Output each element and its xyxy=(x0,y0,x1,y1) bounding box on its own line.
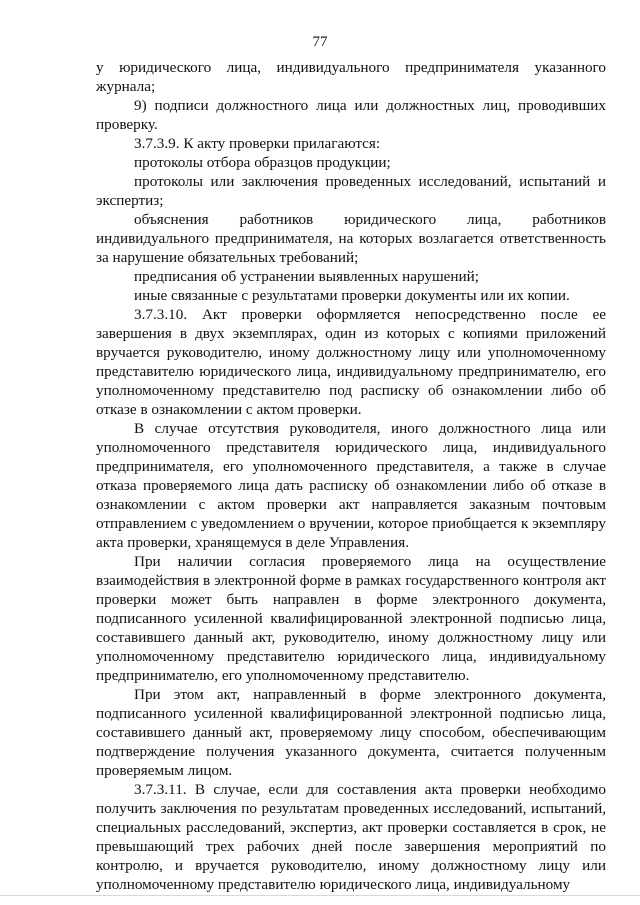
paragraph-employee-explanations: объяснения работников юридического лица, работников индивидуального предпринимателя, на которых возлагается ответственность за нарушение обязательных требований; xyxy=(96,211,606,266)
page-number: 77 xyxy=(312,34,328,50)
paragraph-research-protocols: протоколы или заключения проведенных исследований, испытаний и экспертиз; xyxy=(96,173,606,209)
paragraph-electronic-consent: При наличии согласия проверяемого лица на осуществление взаимодействия в электронной форме в рамках государственного контроля акт проверки может быть направлен в форме электронного документа, подписанного усиленной квалифицированной электронной подписью лица, составившего данный акт, руководителю, иному должностному лицу или уполномоченному представителю юридического лица, индивидуальному предпринимателю, его уполномоченному представителю. xyxy=(96,553,606,684)
paragraph-absence-of-manager: В случае отсутствия руководителя, иного должностного лица или уполномоченного представителя юридического лица, индивидуального предпринимателя, его уполномоченного представителя, а также в случае отказа проверяемого лица дать расписку об ознакомлении либо об отказе в ознакомлении с актом проверки акт направляется заказным почтовым отправлением с уведомлением о вручении, которое приобщается к экземпляру акта проверки, хранящемуся в деле Управления. xyxy=(96,420,606,551)
paragraph-3-7-3-10: 3.7.3.10. Акт проверки оформляется непосредственно после ее завершения в двух экземплярах, один из которых с копиями приложений вручается руководителю, иному должностному лицу или уполномоченному представителю юридического лица, индивидуальному предпринимателю, его уполномоченному представителю под расписку об ознакомлении либо об отказе в ознакомлении с актом проверки. xyxy=(96,306,606,418)
paragraph-journal-continuation: у юридического лица, индивидуального предпринимателя указанного журнала; xyxy=(96,59,606,95)
paragraph-remedy-orders: предписания об устранении выявленных нарушений; xyxy=(134,268,480,285)
paragraph-item-9-signatures: 9) подписи должностного лица или должностных лиц, проводивших проверку. xyxy=(96,97,606,133)
document-body xyxy=(96,58,606,894)
scan-edge-divider xyxy=(0,895,640,896)
paragraph-3-7-3-9: 3.7.3.9. К акту проверки прилагаются: xyxy=(134,135,381,152)
paragraph-electronic-act: При этом акт, направленный в форме электронного документа, подписанного усиленной квалифицированной электронной подписью лица, составившего данный акт, проверяемому лицу способом, обеспечивающим подтверждение получения указанного документа, считается полученным проверяемым лицом. xyxy=(96,686,606,779)
paragraph-3-7-3-11: 3.7.3.11. В случае, если для составления акта проверки необходимо получить заключения по результатам проведенных исследований, испытаний, специальных расследований, экспертиз, акт проверки составляется в срок, не превышающий трех рабочих дней после завершения мероприятий по контролю, и вручается руководителю, иному должностному лицу или уполномоченному представителю юридического лица, индивидуальному xyxy=(96,781,606,893)
paragraph-other-documents: иные связанные с результатами проверки документы или их копии. xyxy=(134,287,570,304)
paragraph-sampling-protocols: протоколы отбора образцов продукции; xyxy=(134,154,391,171)
